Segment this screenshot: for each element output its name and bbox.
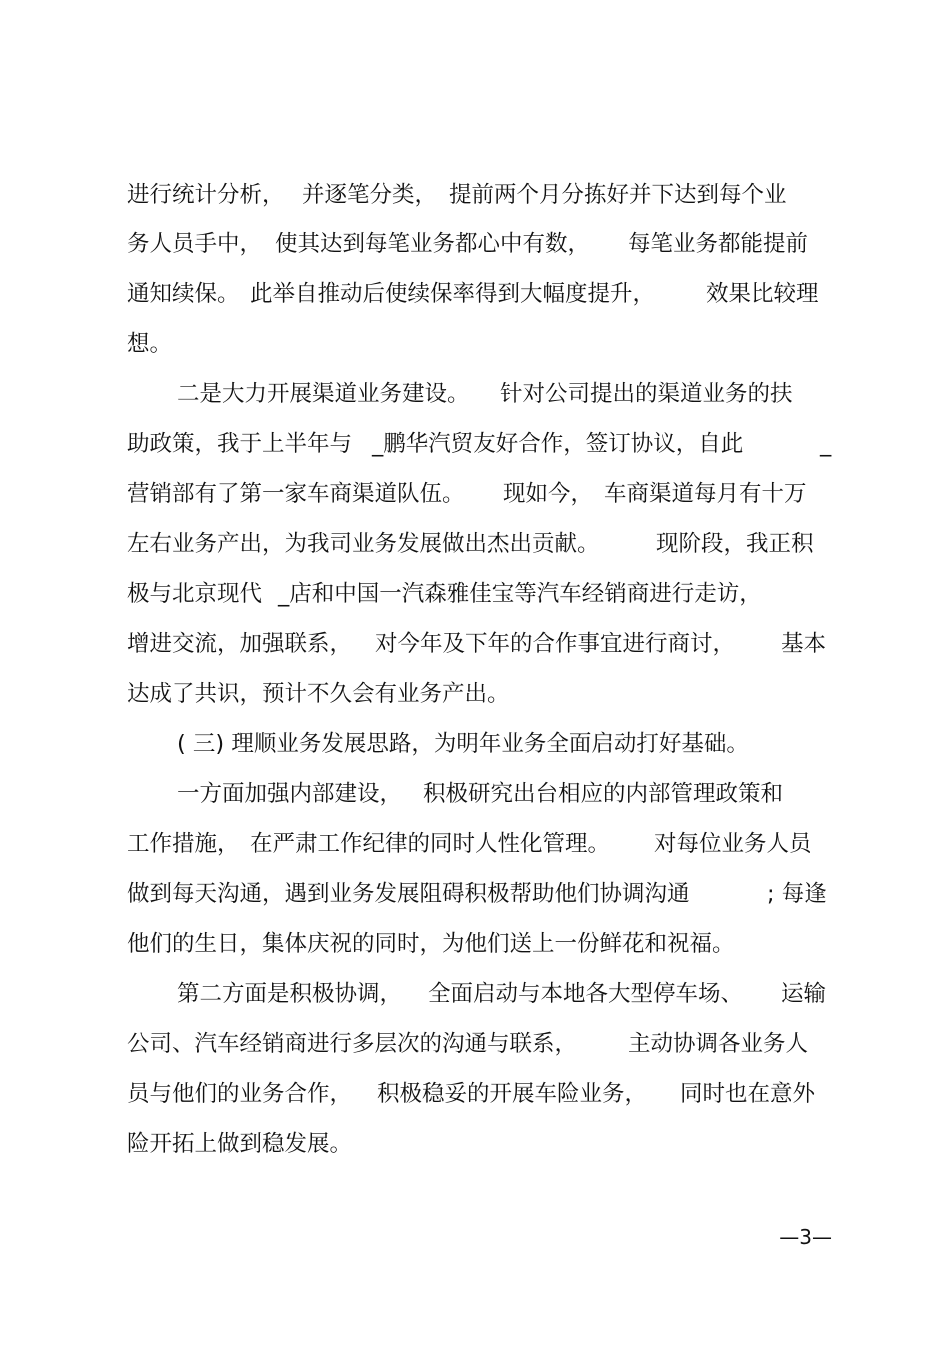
text-segment: 现如今， bbox=[503, 481, 594, 507]
text-segment: ( 三) 理顺业务发展思路，为明年业务全面启动打好基础。 bbox=[177, 731, 749, 757]
text-segment: 做到每天沟通，遇到业务发展阻碍积极帮助他们协调沟通 bbox=[127, 881, 690, 907]
text-segment: 每笔业务都能提前 bbox=[628, 231, 809, 257]
text-segment: 此举自推动后使续保率得到大幅度提升， bbox=[250, 281, 656, 307]
text-segment: 运输 bbox=[781, 981, 827, 1007]
text-line bbox=[0, 876, 827, 912]
text-segment: 主动协调各业务人 bbox=[628, 1031, 809, 1057]
text-line bbox=[0, 326, 173, 362]
text-line bbox=[0, 926, 735, 962]
text-line bbox=[0, 1026, 809, 1062]
text-segment: 效果比较理 bbox=[706, 281, 819, 307]
text-segment: 通知续保。 bbox=[127, 281, 240, 307]
text-segment: _鹏华汽贸友好合作，签订协议，自此 bbox=[372, 431, 744, 457]
text-line bbox=[0, 426, 832, 462]
text-segment: 现阶段，我正积 bbox=[656, 531, 814, 557]
text-line bbox=[0, 476, 807, 512]
text-segment: ; 每逢 bbox=[767, 881, 827, 907]
text-segment: 积极研究出台相应的内部管理政策和 bbox=[423, 781, 784, 807]
text-line bbox=[0, 526, 814, 562]
text-line bbox=[0, 276, 819, 312]
text-line bbox=[0, 226, 809, 262]
text-line bbox=[0, 726, 749, 762]
text-line bbox=[0, 676, 510, 712]
text-segment: 工作措施， bbox=[127, 831, 240, 857]
text-segment: _ bbox=[820, 431, 832, 457]
text-segment: 营销部有了第一家车商渠道队伍。 bbox=[127, 481, 465, 507]
text-segment: 想。 bbox=[127, 331, 173, 357]
text-segment: 左右业务产出，为我司业务发展做出杰出贡献。 bbox=[127, 531, 600, 557]
text-segment: 他们的生日，集体庆祝的同时，为他们送上一份鲜花和祝福。 bbox=[127, 931, 735, 957]
text-segment: 进行统计分析， bbox=[127, 182, 285, 208]
text-segment: 增进交流，加强联系， bbox=[127, 631, 353, 657]
text-segment: 使其达到每笔业务都心中有数， bbox=[275, 231, 591, 257]
text-segment: 一方面加强内部建设， bbox=[177, 781, 403, 807]
text-segment: 基本 bbox=[781, 631, 827, 657]
text-segment: 全面启动与本地各大型停车场、 bbox=[428, 981, 744, 1007]
text-segment: 公司、汽车经销商进行多层次的沟通与联系， bbox=[127, 1031, 578, 1057]
text-line bbox=[0, 1076, 816, 1112]
text-line bbox=[0, 177, 787, 213]
text-segment: 务人员手中， bbox=[127, 231, 263, 257]
text-segment: 在严肃工作纪律的同时人性化管理。 bbox=[250, 831, 611, 857]
text-segment: 同时也在意外 bbox=[680, 1081, 816, 1107]
text-line bbox=[0, 626, 827, 662]
text-line bbox=[0, 1126, 353, 1162]
text-segment: 达成了共识，预计不久会有业务产出。 bbox=[127, 681, 510, 707]
text-segment: 第二方面是积极协调， bbox=[177, 981, 403, 1007]
text-segment: 对每位业务人员 bbox=[654, 831, 812, 857]
text-segment: 险开拓上做到稳发展。 bbox=[127, 1131, 353, 1157]
text-segment: _店和中国一汽森雅佳宝等汽车经销商进行走访， bbox=[278, 581, 762, 607]
page-number: —3— bbox=[779, 1225, 832, 1249]
text-line bbox=[0, 976, 827, 1012]
text-line bbox=[0, 776, 784, 812]
text-segment: 极与北京现代 bbox=[127, 581, 263, 607]
text-segment: 员与他们的业务合作， bbox=[127, 1081, 353, 1107]
text-segment: 助政策，我于上半年与 bbox=[127, 431, 353, 457]
text-segment: 并逐笔分类， bbox=[302, 182, 438, 208]
text-segment: 车商渠道每月有十万 bbox=[604, 481, 807, 507]
text-line bbox=[0, 826, 812, 862]
text-segment: 二是大力开展渠道业务建设。 bbox=[177, 381, 470, 407]
text-line bbox=[0, 376, 793, 412]
text-line bbox=[0, 576, 762, 612]
text-segment: 对今年及下年的合作事宜进行商讨， bbox=[375, 631, 736, 657]
text-segment: 积极稳妥的开展车险业务， bbox=[377, 1081, 648, 1107]
text-segment: 提前两个月分拣好并下达到每个业 bbox=[449, 182, 787, 208]
text-segment: 针对公司提出的渠道业务的扶 bbox=[500, 381, 793, 407]
